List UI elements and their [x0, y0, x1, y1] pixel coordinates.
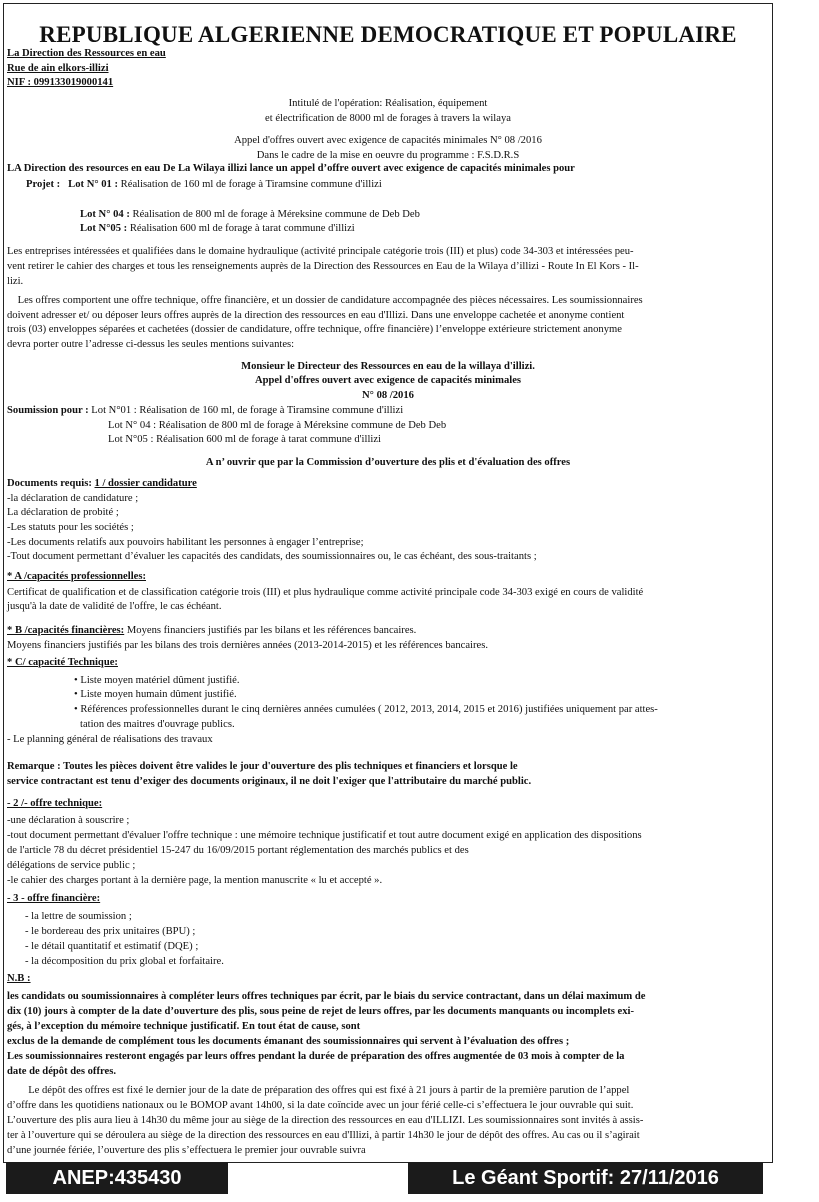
- offre-financiere-item: - le détail quantitatif et estimatif (DQE) ;: [25, 941, 199, 952]
- documents-item: -Les statuts pour les sociétés ;: [7, 522, 134, 533]
- projet-lot1-text: Réalisation de 160 ml de forage à Tiramsine commune d'illizi: [118, 179, 382, 190]
- intitule-line-2: et électrification de 8000 ml de forages à travers la wilaya: [265, 113, 511, 124]
- soumission-label: Soumission pour :: [7, 405, 89, 416]
- ouvrir-notice: A n’ ouvrir que par la Commission d’ouverture des plis et d'évaluation des offres: [205, 457, 571, 468]
- soumission-lot-4: Lot N° 04 : Réalisation de 800 ml de forage à Méreksine commune de Deb Deb: [108, 420, 447, 431]
- org-address: Rue de ain elkors-illizi: [7, 63, 109, 74]
- nb-line: exclus de la demande de complément tous les documents émanant des soumissionnaires qui servent à l’évaluation des offres ;: [7, 1036, 570, 1047]
- depot-line: Le dépôt des offres est fixé le dernier jour de la date de préparation des offres qui est fixé à 21 jours à partir de la première parution de l’appel: [7, 1085, 630, 1096]
- documents-item: -la déclaration de candidature ;: [7, 493, 139, 504]
- para1-line: lizi.: [7, 276, 24, 287]
- intitule-line-1: Intitulé de l'opération: Réalisation, équipement: [288, 98, 488, 109]
- capB-line-2: Moyens financiers justifiés par les bilans des trois dernières années (2013-2014-2015) et les références bancaires.: [7, 640, 488, 651]
- capA-line: jusqu'à la date de validité de l'offre, le cas échéant.: [7, 601, 222, 612]
- offre-financiere-item: - la décomposition du prix global et forfaitaire.: [25, 956, 224, 967]
- nb-heading: N.B :: [7, 973, 31, 984]
- footer-journal: Le Géant Sportif: 27/11/2016: [408, 1162, 763, 1194]
- documents-item: La déclaration de probité ;: [7, 507, 119, 518]
- nb-line: dix (10) jours à compter de la date d’ouverture des plis, sous peine de rejet de leurs offres, par les documents manquants ou incomplets exi-: [7, 1006, 634, 1017]
- para1-line: Les entreprises intéressées et qualifiées dans le domaine hydraulique (activité principale catégorie trois (III) et plus) code 34-303 et intéressées peu-: [7, 246, 634, 257]
- nb-line: Les soumissionnaires resteront engagés par leurs offres pendant la durée de préparation des offres augmentée de 03 mois à compter de la: [7, 1051, 625, 1062]
- offre-technique-line: -une déclaration à souscrire ;: [7, 815, 130, 826]
- capC-bullet: • Liste moyen matériel dûment justifié.: [74, 675, 240, 686]
- soumission-lot-5: Lot N°05 : Réalisation 600 ml de forage à tarat commune d'illizi: [108, 434, 381, 445]
- nb-line: les candidats ou soumissionnaires à compléter leurs offres techniques par écrit, par le biais du service contractant, dans un délai maximum de: [7, 991, 646, 1002]
- documents-label: Documents requis:: [7, 478, 95, 489]
- para2-line: devra porter outre l’adresse ci-dessus les seules mentions suivantes:: [7, 339, 295, 350]
- offre-financiere-item: - le bordereau des prix unitaires (BPU) ;: [25, 926, 196, 937]
- offre-technique-line: délégations de service public ;: [7, 860, 136, 871]
- para2-line: Les offres comportent une offre technique, offre financière, et un dossier de candidature accompagnée des pièces nécessaires. Les soumissionnaires: [7, 295, 643, 306]
- projet-lot4-label: Lot N° 04 :: [80, 209, 130, 220]
- nb-line: date de dépôt des offres.: [7, 1066, 116, 1077]
- footer-anep: ANEP:435430: [6, 1162, 228, 1194]
- mention-line-1: Monsieur le Directeur des Ressources en eau de la willaya d'illizi.: [241, 361, 535, 372]
- appel-line-1: Appel d'offres ouvert avec exigence de capacités minimales N° 08 /2016: [234, 135, 542, 146]
- capC-heading: * C/ capacité Technique:: [7, 657, 118, 668]
- soumission-lot-1: [7, 405, 769, 418]
- projet-lot5-label: Lot N°05 :: [80, 223, 128, 234]
- depot-line: ter à l’ouverture qui se déroulera au siège de la direction des ressources en eau d'Illizi, à partir 14h30 le jour de dépôt des offres. Au cas ou il s’agirait: [7, 1130, 640, 1141]
- capB-heading: * B /capacités financières:: [7, 625, 125, 636]
- documents-item: -Les documents relatifs aux pouvoirs habilitant les personnes à engager l’entreprise;: [7, 537, 364, 548]
- mention-line-2: Appel d'offres ouvert avec exigence de capacités minimales: [254, 375, 522, 386]
- org-nif: NIF : 099133019000141: [7, 77, 114, 88]
- soumission-lot1-text: Lot N°01 : Réalisation de 160 ml, de forage à Tiramsine commune d'illizi: [88, 405, 404, 416]
- para1-line: vent retirer le cahier des charges et tous les renseignements auprès de la Direction des Ressources en Eau de la Wilaya d’illizi - Route In El Kors - Il-: [7, 261, 639, 272]
- depot-line: d’une journée fériée, l’ouverture des plis s’effectuera le premier jour ouvrable suivra: [7, 1145, 366, 1156]
- capC-bullet: • Références professionnelles durant le cinq dernières années cumulées ( 2012, 2013, 2014, 2015 et 2016) justifiées uniquement par attes-: [74, 704, 658, 715]
- offre-technique-line: -le cahier des charges portant à la dernière page, la mention manuscrite « lu et accepté ».: [7, 875, 383, 886]
- capA-line: Certificat de qualification et de classification catégorie trois (III) et plus hydraulique comme activité principale code 34-303 exigé en cours de validité: [7, 587, 644, 598]
- page-title: REPUBLIQUE ALGERIENNE DEMOCRATIQUE ET POPULAIRE: [39, 22, 737, 47]
- offre-technique-heading: - 2 /- offre technique:: [7, 798, 103, 809]
- offre-technique-line: -tout document permettant d'évaluer l'offre technique : une mémoire technique justificatif et tout autre document exigé en application des dispositions: [7, 830, 642, 841]
- offre-financiere-item: - la lettre de soumission ;: [25, 911, 132, 922]
- appel-line-2: Dans le cadre de la mise en oeuvre du programme : F.S.D.R.S: [256, 150, 520, 161]
- mention-line-3: N° 08 /2016: [362, 390, 414, 401]
- projet-lot1-label: Lot N° 01 :: [68, 179, 119, 190]
- appel-lead: LA Direction des resources en eau De La Wilaya illizi lance un appel d’offre ouvert avec exigence de capacités minimales pour: [7, 163, 575, 174]
- nb-line: gés, à l’exception du mémoire technique justificatif. En tout état de cause, sont: [7, 1021, 361, 1032]
- remarque-line-2: service contractant est tenu d’exiger des documents originaux, il ne doit l'exiger que l'attributaire du marché public.: [7, 776, 532, 787]
- capC-planning: - Le planning général de réalisations des travaux: [7, 734, 213, 745]
- projet-lot5-text: Réalisation 600 ml de forage à tarat commune d'illizi: [127, 223, 355, 234]
- offre-technique-line: de l'article 78 du décret présidentiel 15-247 du 16/09/2015 portant réglementation des marchés publics et des: [7, 845, 469, 856]
- projet-lot4-text: Réalisation de 800 ml de forage à Méreksine commune de Deb Deb: [129, 209, 420, 220]
- depot-line: L’ouverture des plis aura lieu à 14h30 du même jour au siège de la direction des ressources en eau d'ILLIZI. Les soumissionnaires sont invités à assis-: [7, 1115, 644, 1126]
- projet-lot-5: [7, 223, 819, 236]
- documents-title: 1 / dossier candidature: [94, 478, 197, 489]
- capC-bullet-cont: tation des maitres d'ouvrage publics.: [80, 719, 235, 730]
- projet-label: Projet :: [26, 179, 61, 190]
- capB-text: Moyens financiers justifiés par les bilans et les références bancaires.: [124, 625, 417, 636]
- remarque-line-1: Remarque : Toutes les pièces doivent être valides le jour d'ouverture des plis techniques et financiers et lorsque le: [7, 761, 518, 772]
- projet-lot-1: [7, 179, 788, 192]
- capC-bullet: • Liste moyen humain dûment justifié.: [74, 689, 237, 700]
- projet-lot-4: [7, 209, 819, 222]
- para2-line: doivent adresser et/ ou déposer leurs offres auprès de la direction des ressources en eau d'Illizi. Dans une enveloppe cachetée et anonyme contient: [7, 310, 625, 321]
- offre-financiere-heading: - 3 - offre financière:: [7, 893, 101, 904]
- org-name: La Direction des Ressources en eau: [7, 48, 166, 59]
- para2-line: trois (03) enveloppes séparées et cachetées (dossier de candidature, offre technique, offre financière) l’enveloppe extérieure strictement anonyme: [7, 324, 622, 335]
- documents-item: -Tout document permettant d’évaluer les capacités des candidats, des soumissionnaires ou, le cas échéant, des sous-traitants ;: [7, 551, 537, 562]
- documents-heading: [7, 478, 769, 491]
- capA-heading: * A /capacités professionnelles:: [7, 571, 146, 582]
- depot-line: d’offre dans les quotidiens nationaux ou le BOMOP avant 14h00, si la date coïncide avec un jour férié celle-ci s’effectuera le jour ouvrable qui suit.: [7, 1100, 634, 1111]
- capB-line: [7, 625, 769, 638]
